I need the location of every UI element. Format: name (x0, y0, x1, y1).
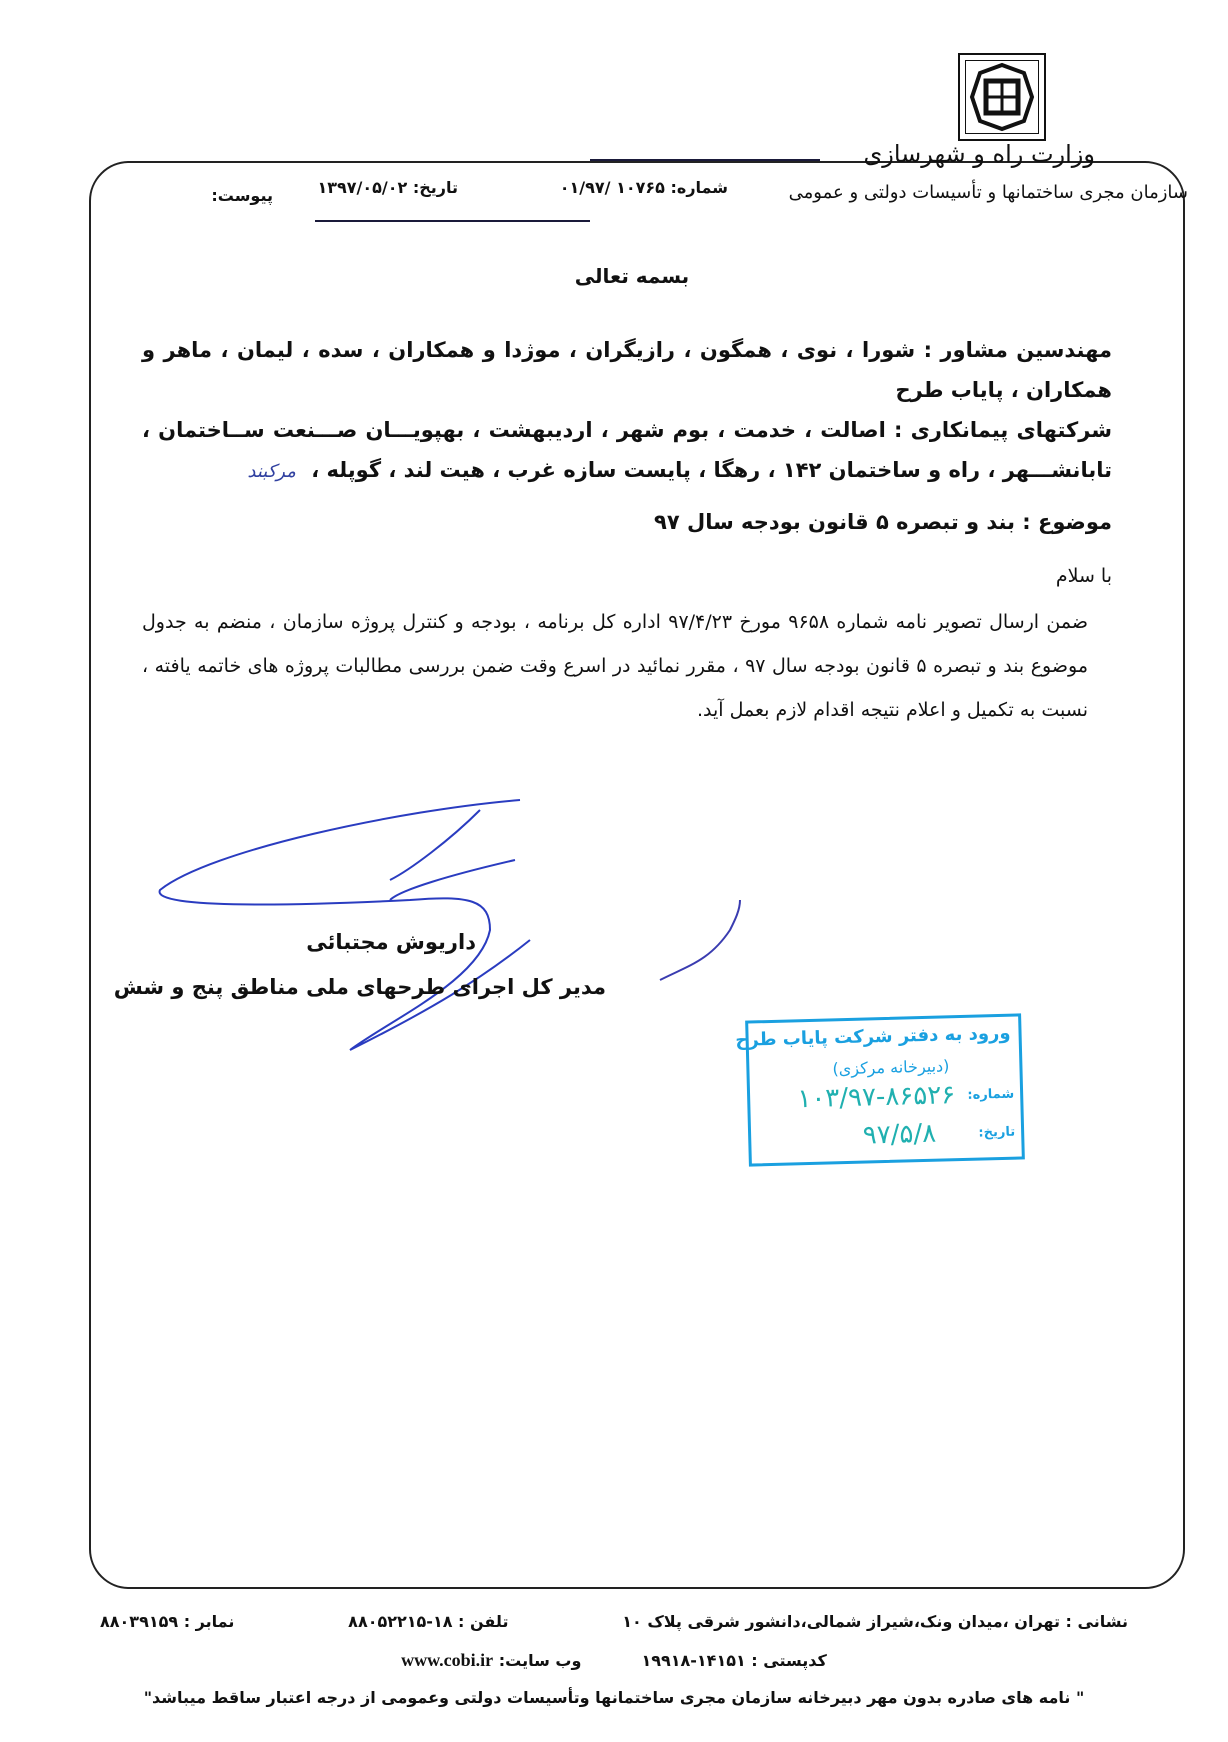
footer-row-web (100, 1650, 1128, 1671)
footer-notice: " نامه های صادره بدون مهر دبیرخانه سازمان مجری ساختمانها وتأسیسات دولتی وعمومی از درجه اعتبار ساقط میباشد" (143, 1688, 1085, 1707)
header-divider (590, 159, 820, 161)
ministry-name: وزارت راه و شهرسازی (863, 140, 1095, 168)
letter-number: شماره: ۱۰۷۶۵ /۰۱/۹۷ (559, 178, 728, 197)
receipt-stamp: ورود به دفتر شرکت پایاب طرح (دبیرخانه مرکزی) شماره: ۱۰۳/۹۷-۸۶۵۲۶ تاریخ: ۹۷/۵/۸ (745, 1013, 1025, 1166)
recipients-consultants: مهندسین مشاور : شورا ، نوی ، همگون ، رازیگران ، موژدا و همکاران ، سده ، لیمان ، ماهر و همکاران ، پایاب طرح (142, 338, 1112, 402)
footer-fax: نمابر : ۸۸۰۳۹۱۵۹ (100, 1612, 235, 1631)
footer-row-contact (100, 1612, 1128, 1631)
attachment-label: پیوست: (211, 186, 273, 205)
organization-name: سازمان مجری ساختمانها و تأسیسات دولتی و عمومی (788, 182, 1188, 203)
letter-date: تاریخ: ۱۳۹۷/۰۵/۰۲ (317, 178, 458, 197)
letter-content (142, 330, 1112, 732)
recipients-contractors: شرکتهای پیمانکاری : اصالت ، خدمت ، بوم شهر ، اردیبهشت ، بهپویـــان صـــنعت ســاختمان ، تابانشـــهر ، راه و ساختمان ۱۴۲ ، رهگا ، پایست سازه غرب ، هیت لند ، گوپله ، (142, 418, 1112, 482)
handwritten-addition: مرکبند (247, 461, 296, 482)
website-link[interactable]: www.cobi.ir (401, 1650, 494, 1670)
footer-postal-code: کدپستی : ۱۴۱۵۱-۱۹۹۱۸ (641, 1651, 827, 1670)
footer-website: وب سایت: www.cobi.ir (401, 1650, 582, 1670)
footer-address: نشانی : تهران ،میدان ونک،شیراز شمالی،دانشور شرقی پلاک ۱۰ (622, 1612, 1128, 1631)
invocation: بسمه تعالی (574, 264, 690, 288)
header-divider (315, 220, 590, 222)
recipients-contractors-block (142, 410, 1112, 492)
window-emblem-icon (966, 61, 1038, 133)
footer-row-notice (100, 1688, 1128, 1707)
footer-phone: تلفن : ۱۸-۸۸۰۵۲۲۱۵ (348, 1612, 509, 1631)
letter-body: ضمن ارسال تصویر نامه شماره ۹۶۵۸ مورخ ۹۷/۴/۲۳ اداره کل برنامه ، بودجه و کنترل پروژه سازمان ، منضم به جدول موضوع بند و تبصره ۵ قانون بودجه سال ۹۷ ، مقرر نمائید در اسرع وقت ضمن بررسی مطالبات پروژه های خاتمه یافته ، نسبت به تکمیل و اعلام نتیجه اقدام لازم بعمل آید. (142, 611, 1089, 721)
signer-name: داریوش مجتبائی (306, 930, 476, 954)
subject: موضوع : بند و تبصره ۵ قانون بودجه سال ۹۷ (654, 510, 1112, 534)
greeting: با سلام (1055, 565, 1112, 587)
signer-title: مدیر کل اجرای طرحهای ملی مناطق پنج و شش (113, 975, 606, 999)
ministry-logo (958, 53, 1046, 141)
